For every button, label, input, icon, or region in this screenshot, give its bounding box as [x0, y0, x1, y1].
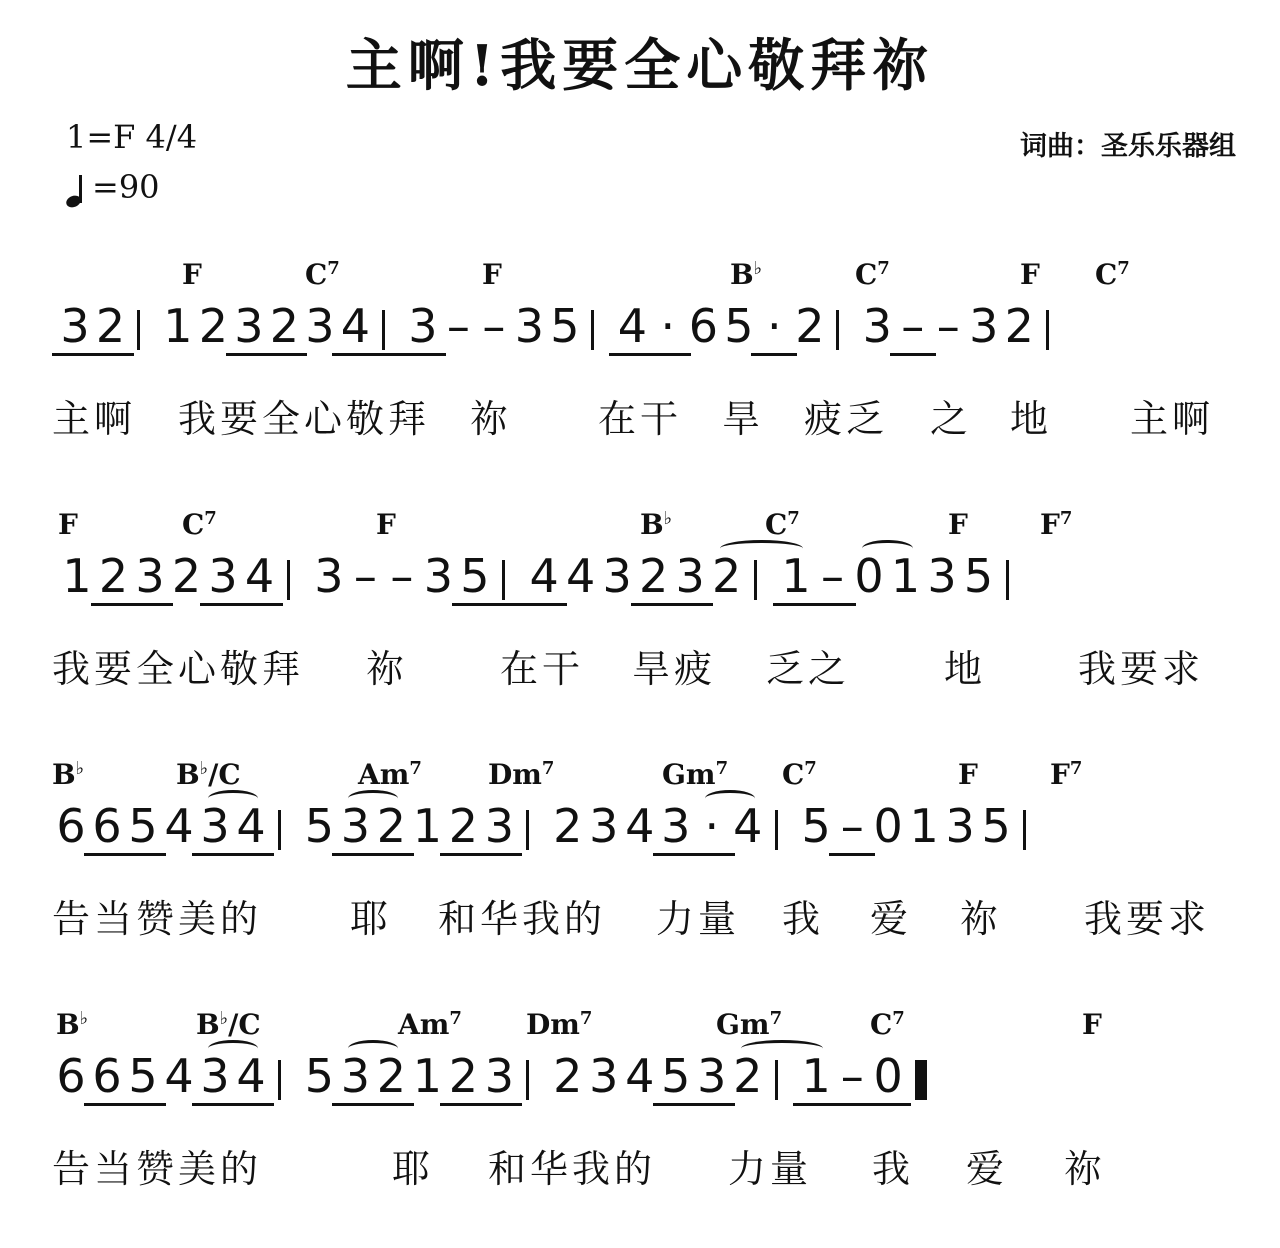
chord-symbol: $C^7$	[305, 258, 340, 291]
notation-note: 3	[196, 796, 234, 856]
lyric-text: 爱	[966, 1147, 1009, 1191]
lyric-text: 祢	[366, 647, 409, 691]
slur-arc	[208, 1040, 258, 1057]
notation-note: 5	[657, 1046, 695, 1106]
notation-note: 5	[801, 799, 831, 853]
chord-symbol: Am$^7$	[358, 758, 422, 791]
slur-arc	[705, 790, 755, 807]
lyric-text: 地	[1010, 397, 1053, 441]
lyric-text: 主啊	[1130, 397, 1215, 441]
notation-note: 1	[777, 546, 815, 606]
notation-note: 2	[733, 1049, 763, 1103]
lyric-text: 在干	[500, 647, 585, 691]
lyric-text: 力量	[656, 897, 741, 941]
key-signature: 1=F 4/4	[66, 118, 198, 156]
barline	[526, 1060, 529, 1100]
barline	[1023, 810, 1026, 850]
notation-note: 4	[164, 799, 194, 853]
notation-note: 5	[456, 546, 494, 606]
notation-note: 2	[372, 796, 410, 856]
notation-note: 3	[230, 296, 268, 356]
notation-note: 5	[304, 799, 335, 853]
notation-note: 3	[480, 1046, 518, 1106]
notation-note: 2	[171, 549, 202, 603]
chord-symbol: $C^7$	[855, 258, 890, 291]
slur-arc	[208, 790, 258, 807]
chord-symbol: Gm$^7$	[662, 758, 729, 791]
chord-symbol: F	[58, 508, 78, 541]
barline	[278, 810, 281, 850]
lyric-text: 旱疲	[632, 647, 717, 691]
notation-note: 3	[671, 546, 709, 606]
lyric-text: 我要求	[1084, 897, 1211, 941]
chord-symbol: B♭	[56, 1008, 89, 1041]
notation-note: 3	[945, 799, 975, 853]
barline	[382, 310, 385, 350]
chord-symbol: Gm$^7$	[716, 1008, 783, 1041]
notation-note: 2	[444, 796, 482, 856]
notation-note: 3	[423, 549, 453, 603]
notation-note: 1	[890, 549, 921, 603]
tempo-value: =90	[92, 168, 160, 206]
notation-note: –	[446, 299, 470, 353]
notation-note: ·	[649, 296, 687, 356]
lyric-text: 之	[930, 397, 973, 441]
notation-note: 4	[525, 546, 563, 606]
lyric-text: 祢	[960, 897, 1003, 941]
notation-note: 3	[969, 299, 999, 353]
notation-note: 3	[927, 549, 957, 603]
notation-note: 4	[164, 1049, 194, 1103]
notation-note: 2	[553, 1049, 583, 1103]
notation-note: 4	[232, 796, 270, 856]
chord-symbol: F	[1082, 1008, 1102, 1041]
notation-note: 3	[336, 1046, 374, 1106]
notation-note: –	[833, 1046, 871, 1106]
notation-note: 3	[657, 796, 695, 856]
notation-note: 6	[688, 299, 718, 353]
notation-note: 0	[854, 549, 884, 603]
chord-symbol: $C^7$	[870, 1008, 905, 1041]
notation-note: 2	[265, 296, 303, 356]
chord-symbol: B♭	[730, 258, 763, 291]
notation-note: 1	[412, 1049, 443, 1103]
notation-note: 4	[336, 296, 374, 356]
barline	[137, 310, 140, 350]
chord-symbol: F	[482, 258, 502, 291]
lyric-text: 祢	[470, 397, 513, 441]
lyric-text: 我	[782, 897, 825, 941]
notation-note: 3	[589, 1049, 619, 1103]
chord-symbol: $C^7$	[1095, 258, 1130, 291]
chord-symbol: $F^7$	[1040, 508, 1073, 541]
lyric-text: 乏之	[766, 647, 851, 691]
notation-note: 6	[88, 796, 126, 856]
notation-note: 4	[733, 799, 763, 853]
lyric-text: 告当赞美的	[52, 1147, 263, 1191]
notation-note: 2	[95, 546, 133, 606]
notation-note: 4	[232, 1046, 270, 1106]
slur-arc	[741, 1040, 823, 1057]
chord-symbol: F	[1020, 258, 1040, 291]
barline	[775, 1060, 778, 1100]
notation-note: 0	[869, 1046, 907, 1106]
lyric-text: 我	[872, 1147, 915, 1191]
notation-note: 4	[241, 546, 279, 606]
slur-arc	[348, 1040, 398, 1057]
notation-note: 2	[553, 799, 583, 853]
barline	[1006, 560, 1009, 600]
slur-arc	[348, 790, 398, 807]
lyric-text: 我要全心敬拜	[52, 647, 305, 691]
chord-symbol: B♭/C	[196, 1008, 261, 1041]
notation-note: 3	[196, 1046, 234, 1106]
notation-note: 2	[92, 296, 130, 356]
notation-note: 3	[204, 546, 242, 606]
chord-symbol: Dm$^7$	[488, 758, 555, 791]
quarter-note-icon	[66, 175, 92, 207]
notation-note: 1	[412, 799, 443, 853]
notation-note: 2	[795, 299, 825, 353]
notation-note: 3	[305, 299, 335, 353]
notation-note: –	[814, 546, 852, 606]
chord-symbol: $C^7$	[765, 508, 800, 541]
notation-note: 2	[712, 549, 742, 603]
notation-note: 5	[124, 796, 162, 856]
notation-note: 3	[693, 1046, 731, 1106]
barline	[287, 560, 290, 600]
notation-note: 1	[797, 1046, 835, 1106]
lyric-text: 我要全心敬拜	[178, 397, 431, 441]
notation-note: 3	[314, 549, 344, 603]
notation-note: 5	[963, 549, 994, 603]
lyric-text: 和华我的	[438, 897, 607, 941]
notation-note: 3	[602, 549, 632, 603]
notation-note: 3	[862, 299, 892, 353]
notation-note: 5	[724, 299, 754, 353]
notation-note: 3	[404, 296, 442, 356]
slur-arc	[862, 540, 913, 557]
notation-note: ·	[755, 296, 793, 356]
lyric-text: 力量	[728, 1147, 813, 1191]
notation-note: 4	[625, 1049, 655, 1103]
final-barline	[915, 1060, 927, 1100]
lyric-text: 爱	[870, 897, 913, 941]
lyric-text: 地	[944, 647, 987, 691]
slur-arc	[720, 540, 803, 557]
notation-note: 5	[304, 1049, 335, 1103]
chord-symbol: B♭	[640, 508, 673, 541]
score-system-4	[0, 1008, 1280, 1248]
song-title: 主啊!我要全心敬拜祢	[345, 33, 935, 99]
chord-symbol: F	[948, 508, 968, 541]
notation-note: 2	[198, 299, 229, 353]
notation-note: 0	[873, 799, 903, 853]
notation-note: 3	[336, 796, 374, 856]
notation-note: 6	[56, 1049, 86, 1103]
score-system-1	[0, 258, 1280, 498]
chord-symbol: Dm$^7$	[526, 1008, 593, 1041]
chord-symbol: F	[376, 508, 396, 541]
chord-symbol: $C^7$	[182, 508, 217, 541]
barline	[591, 310, 594, 350]
notation-note: 3	[589, 799, 619, 853]
chord-symbol: F	[182, 258, 202, 291]
notation-note: 1	[163, 299, 193, 353]
lyric-text: 主啊	[52, 397, 137, 441]
lyric-text: 疲乏	[804, 397, 889, 441]
lyric-text: 我要求	[1078, 647, 1205, 691]
notation-note: –	[833, 796, 871, 856]
chord-symbol: B♭/C	[176, 758, 241, 791]
barline	[502, 560, 505, 600]
barline	[278, 1060, 281, 1100]
notation-note: ·	[693, 796, 731, 856]
notation-note: 3	[56, 296, 94, 356]
lyric-text: 祢	[1064, 1147, 1107, 1191]
lyric-text: 和华我的	[488, 1147, 657, 1191]
notation-note: 5	[124, 1046, 162, 1106]
notation-note: 3	[514, 299, 545, 353]
notation-note: –	[353, 549, 377, 603]
lyric-text: 告当赞美的	[52, 897, 263, 941]
notation-note: 4	[566, 549, 596, 603]
notation-note: 2	[635, 546, 673, 606]
notation-note: –	[390, 549, 414, 603]
notation-note: 2	[444, 1046, 482, 1106]
chord-symbol: B♭	[52, 758, 85, 791]
notation-note: 6	[88, 1046, 126, 1106]
notation-note: 2	[372, 1046, 410, 1106]
notation-note: 6	[56, 799, 86, 853]
notation-note: 4	[613, 296, 651, 356]
barline	[1046, 310, 1049, 350]
score-system-3	[0, 758, 1280, 998]
chord-symbol: $C^7$	[782, 758, 817, 791]
barline	[775, 810, 778, 850]
notation-note: 5	[550, 299, 580, 353]
notation-note: 4	[625, 799, 655, 853]
notation-note: 1	[909, 799, 939, 853]
lyric-text: 旱	[722, 397, 765, 441]
notation-note: 1	[62, 549, 92, 603]
barline	[754, 560, 757, 600]
notation-note: –	[894, 296, 932, 356]
lyric-text: 在干	[598, 397, 683, 441]
barline	[836, 310, 839, 350]
notation-note: –	[936, 299, 960, 353]
notation-note: 3	[480, 796, 518, 856]
lyricist-composer-credit: 词曲：圣乐乐器组	[1020, 131, 1236, 162]
score-system-2	[0, 508, 1280, 748]
notation-note: 3	[131, 546, 169, 606]
notation-note: –	[482, 299, 506, 353]
chord-symbol: Am$^7$	[398, 1008, 462, 1041]
lyric-text: 耶	[392, 1147, 435, 1191]
chord-symbol: F	[958, 758, 978, 791]
chord-symbol: $F^7$	[1050, 758, 1083, 791]
lyric-text: 耶	[350, 897, 393, 941]
barline	[526, 810, 529, 850]
notation-note: 5	[981, 799, 1011, 853]
notation-note: 2	[1004, 299, 1034, 353]
